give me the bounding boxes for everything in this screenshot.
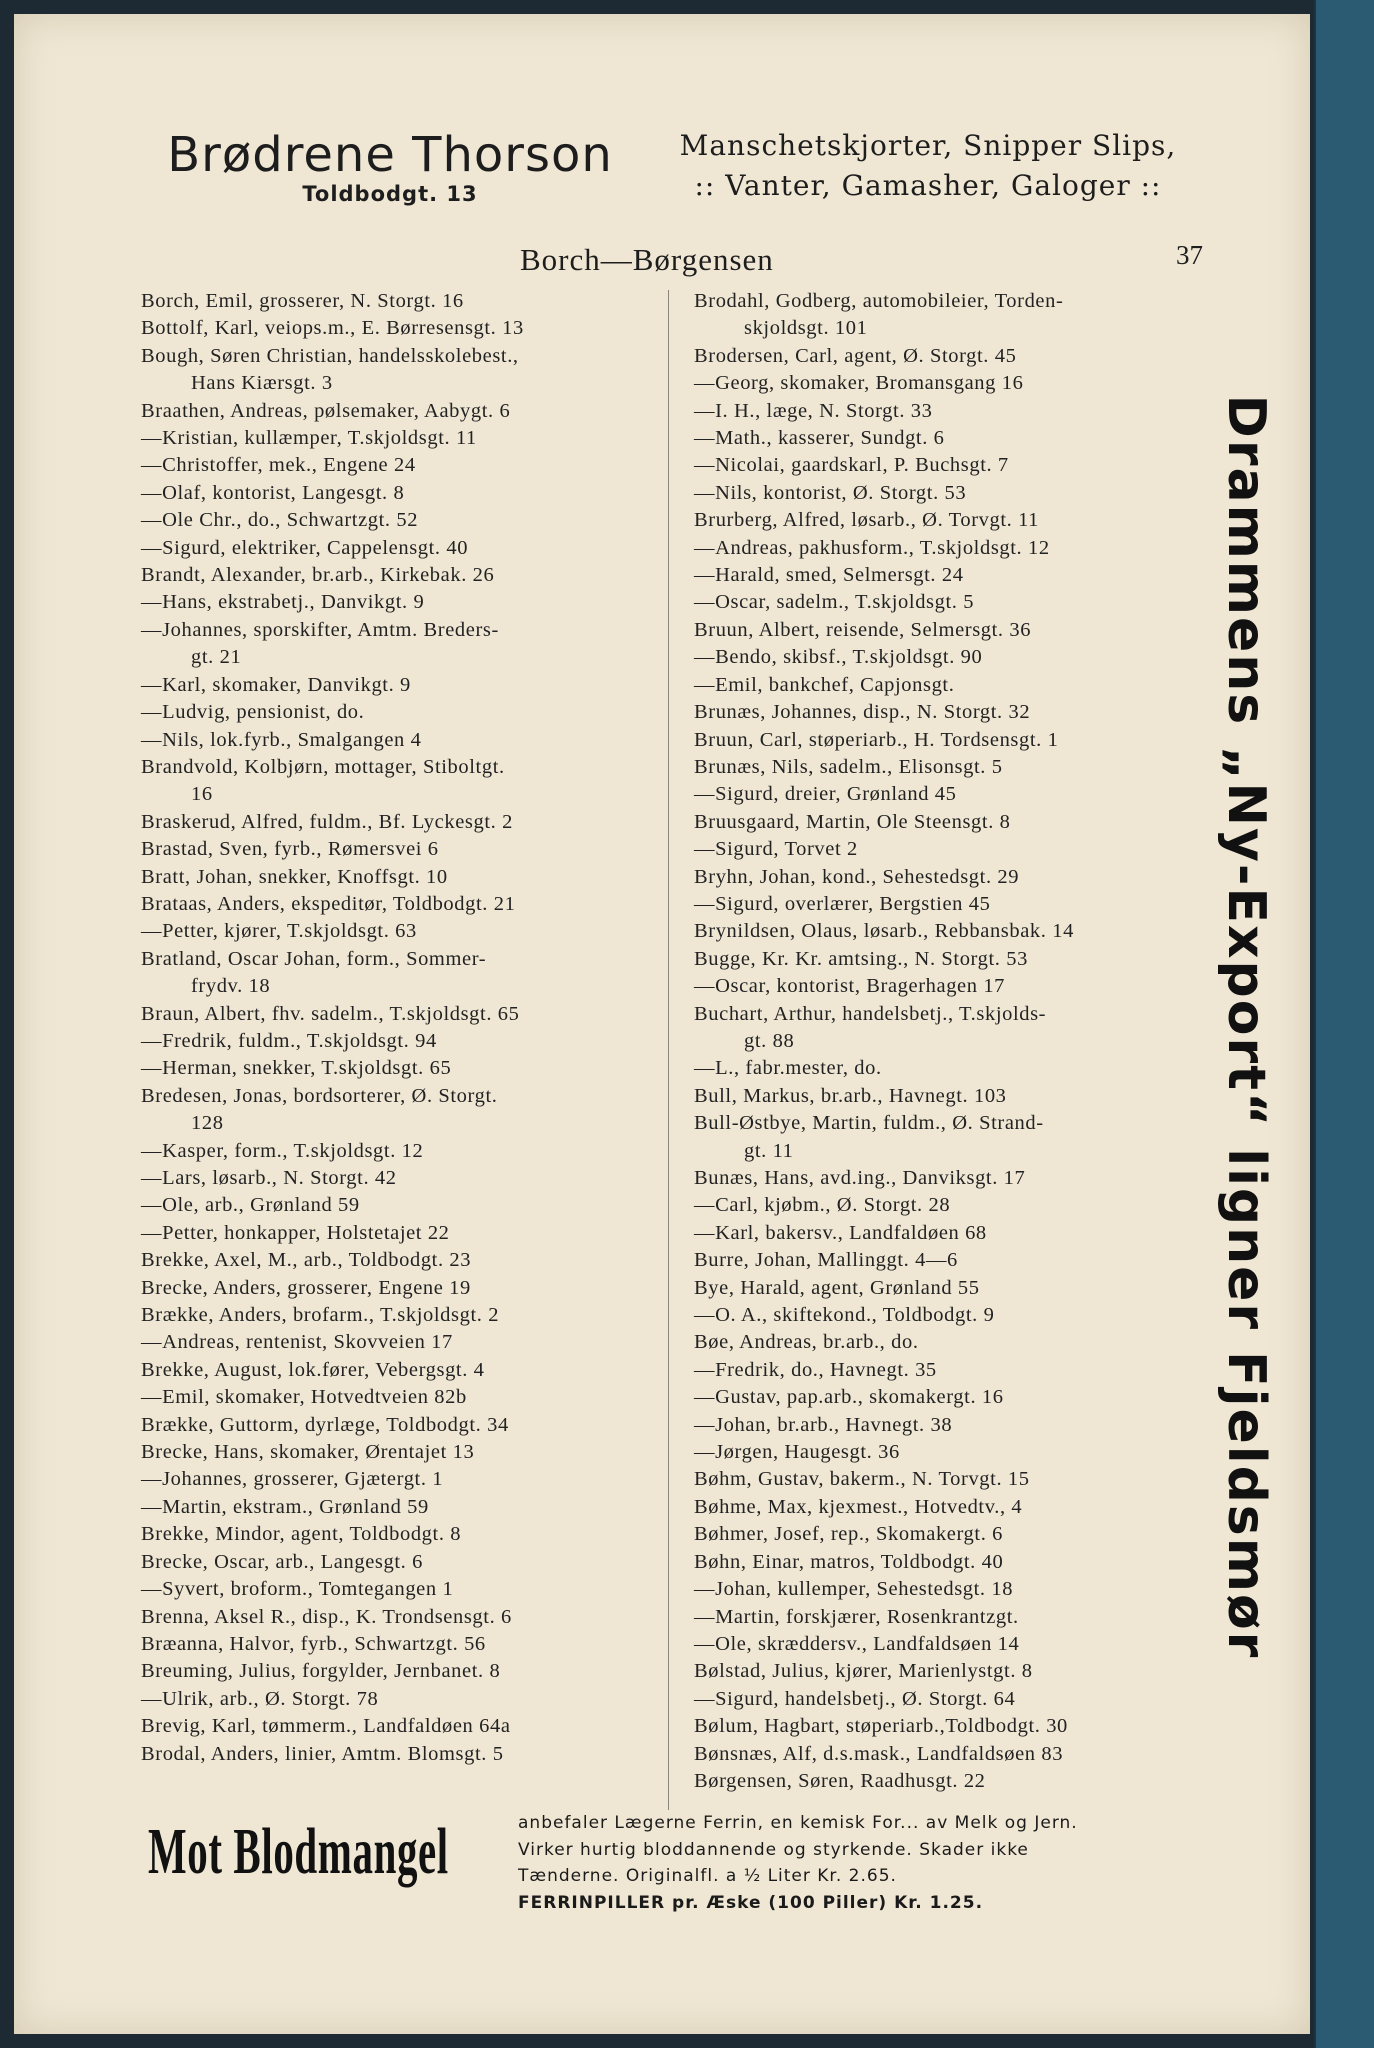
- directory-entry: —Oscar, kontorist, Bragerhagen 17: [694, 975, 1006, 998]
- directory-entry: —L., fabr.mester, do.: [694, 1057, 882, 1080]
- bottom-ad-line-3: Tænderne. Originalfl. a ½ Liter Kr. 2.65.: [518, 1866, 897, 1886]
- directory-entry: Brurberg, Alfred, løsarb., Ø. Torvgt. 11: [694, 509, 1040, 532]
- directory-entry: Brekke, Axel, M., arb., Toldbodgt. 23: [141, 1249, 472, 1272]
- directory-entry-continuation: skjoldsgt. 101: [744, 317, 868, 340]
- bottom-ad-headline: Mot Blodmangel: [148, 1815, 449, 1888]
- directory-entry: —Andreas, pakhusform., T.skjoldsgt. 12: [694, 536, 1050, 559]
- directory-entry: Bøhm, Gustav, bakerm., N. Torvgt. 15: [694, 1468, 1030, 1491]
- side-ad-text: Drammens „Ny-Export“ ligner Fjeldsmør: [1216, 394, 1276, 1660]
- directory-entry: —Petter, kjører, T.skjoldsgt. 63: [141, 920, 417, 943]
- directory-entry: Brandt, Alexander, br.arb., Kirkebak. 26: [141, 564, 495, 587]
- directory-entry: —Sigurd, handelsbetj., Ø. Storgt. 64: [694, 1687, 1016, 1710]
- directory-entry: Brekke, Mindor, agent, Toldbodgt. 8: [141, 1523, 462, 1546]
- directory-entry: —Johan, br.arb., Havnegt. 38: [694, 1413, 953, 1436]
- page-number: 37: [1176, 240, 1203, 270]
- directory-entry-continuation: Hans Kiærsgt. 3: [191, 372, 333, 395]
- directory-entry: Bøhn, Einar, matros, Toldbodgt. 40: [694, 1550, 1004, 1573]
- directory-entry: Bull, Markus, br.arb., Havnegt. 103: [694, 1084, 1007, 1107]
- directory-entry: Brekke, August, lok.fører, Vebergsgt. 4: [141, 1358, 485, 1381]
- directory-entry-continuation: 16: [191, 783, 213, 806]
- right-column: [694, 288, 1214, 1795]
- directory-entry: —Fredrik, do., Havnegt. 35: [694, 1358, 937, 1381]
- directory-entry: —Fredrik, fuldm., T.skjoldsgt. 94: [141, 1029, 437, 1052]
- directory-entry: Brodahl, Godberg, automobileier, Torden-: [694, 290, 1064, 312]
- directory-entry: Bræanna, Halvor, fyrb., Schwartzgt. 56: [141, 1632, 486, 1655]
- directory-entry: —Syvert, broform., Tomtegangen 1: [141, 1578, 454, 1601]
- directory-entry: Bønsnæs, Alf, d.s.mask., Landfaldsøen 83: [694, 1742, 1064, 1765]
- directory-entry: Braun, Albert, fhv. sadelm., T.skjoldsgt. 65: [141, 1002, 520, 1025]
- directory-entry: —Kristian, kullæmper, T.skjoldsgt. 11: [141, 427, 477, 450]
- directory-entry: —Kasper, form., T.skjoldsgt. 12: [141, 1139, 424, 1162]
- directory-entry: Bruun, Carl, støperiarb., H. Tordsensgt. 1: [694, 728, 1059, 751]
- directory-entry: —Ludvig, pensionist, do.: [141, 701, 365, 724]
- page-title: Borch—Børgensen: [520, 242, 774, 277]
- directory-entry: —Ulrik, arb., Ø. Storgt. 78: [141, 1687, 379, 1710]
- directory-entry: —Herman, snekker, T.skjoldsgt. 65: [141, 1057, 452, 1080]
- advertiser-address: Toldbodgt. 13: [302, 182, 478, 206]
- directory-entry: Bratland, Oscar Johan, form., Sommer-: [141, 947, 487, 970]
- directory-entry: —I. H., læge, N. Storgt. 33: [694, 399, 933, 422]
- directory-entry: —Emil, skomaker, Hotvedtveien 82b: [141, 1386, 467, 1409]
- directory-entry: Brække, Anders, brofarm., T.skjoldsgt. 2: [141, 1304, 500, 1327]
- directory-entry: —Olaf, kontorist, Langesgt. 8: [141, 481, 405, 504]
- directory-entry: —Johan, kullemper, Sehestedsgt. 18: [694, 1578, 1014, 1601]
- directory-entry: Brecke, Anders, grosserer, Engene 19: [141, 1276, 471, 1299]
- directory-entry: Brunæs, Nils, sadelm., Elisonsgt. 5: [694, 755, 1003, 778]
- directory-entry-continuation: gt. 88: [744, 1029, 795, 1052]
- directory-entry-continuation: gt. 21: [191, 646, 242, 669]
- top-left-advertisement: [150, 127, 630, 206]
- directory-entry: —Petter, honkapper, Holstetajet 22: [141, 1221, 450, 1244]
- bottom-advertisement: [148, 1810, 1228, 1920]
- directory-entry: —Gustav, pap.arb., skomakergt. 16: [694, 1386, 1004, 1409]
- directory-entry: Braathen, Andreas, pølsemaker, Aabygt. 6: [141, 399, 511, 422]
- directory-entry: —Jørgen, Haugesgt. 36: [694, 1441, 900, 1464]
- directory-entry: Brynildsen, Olaus, løsarb., Rebbansbak. 14: [694, 920, 1074, 943]
- directory-entry: —Oscar, sadelm., T.skjoldsgt. 5: [694, 591, 975, 614]
- directory-entry: Bøhmer, Josef, rep., Skomakergt. 6: [694, 1523, 1004, 1546]
- directory-entry-continuation: 128: [191, 1112, 224, 1135]
- directory-entry: —Karl, bakersv., Landfaldøen 68: [694, 1221, 987, 1244]
- bottom-ad-text: [518, 1810, 1078, 1916]
- directory-entry: —Math., kasserer, Sundgt. 6: [694, 427, 945, 450]
- directory-entry: —Johannes, sporskifter, Amtm. Breders-: [141, 618, 499, 641]
- directory-entry: —Bendo, skibsf., T.skjoldsgt. 90: [694, 646, 983, 669]
- directory-entry: Brunæs, Johannes, disp., N. Storgt. 32: [694, 701, 1031, 724]
- directory-entry: —Nils, lok.fyrb., Smalgangen 4: [141, 728, 422, 751]
- directory-entry: —Johannes, grosserer, Gjætergt. 1: [141, 1468, 444, 1491]
- directory-entry: —Emil, bankchef, Capjonsgt.: [694, 673, 955, 696]
- directory-entry: Brecke, Oscar, arb., Langesgt. 6: [141, 1550, 423, 1573]
- directory-entry: Bugge, Kr. Kr. amtsing., N. Storgt. 53: [694, 947, 1028, 970]
- directory-entry: Brække, Guttorm, dyrlæge, Toldbodgt. 34: [141, 1413, 509, 1436]
- directory-entry: —Ole, skræddersv., Landfaldsøen 14: [694, 1632, 1020, 1655]
- bottom-ad-line-2: Virker hurtig bloddannende og styrkende. Skader ikke: [518, 1839, 1029, 1860]
- directory-entry: Bruusgaard, Martin, Ole Steensgt. 8: [694, 810, 1011, 833]
- book-binding: [1314, 0, 1374, 2048]
- ad-line-2: :: Vanter, Gamasher, Galoger ::: [694, 169, 1162, 202]
- directory-entry-continuation: gt. 11: [744, 1139, 794, 1162]
- directory-entry: —Ole Chr., do., Schwartzgt. 52: [141, 509, 419, 532]
- directory-entry: Bruun, Albert, reisende, Selmersgt. 36: [694, 618, 1032, 641]
- top-right-advertisement: [668, 126, 1188, 206]
- directory-entry: Breuming, Julius, forgylder, Jernbanet. 8: [141, 1660, 501, 1683]
- side-advertisement: [1216, 262, 1276, 1792]
- directory-entry-continuation: frydv. 18: [191, 975, 271, 998]
- directory-entry: Brataas, Anders, ekspeditør, Toldbodgt. 21: [141, 892, 516, 915]
- directory-entry: Brevig, Karl, tømmerm., Landfaldøen 64a: [141, 1715, 511, 1738]
- directory-entry: Bredesen, Jonas, bordsorterer, Ø. Storgt.: [141, 1084, 498, 1107]
- bottom-ad-line-1: anbefaler Lægerne Ferrin, en kemisk For... av Melk og Jern.: [518, 1813, 1078, 1833]
- left-column: [141, 288, 654, 1768]
- directory-entry: Børgensen, Søren, Raadhusgt. 22: [694, 1769, 986, 1792]
- directory-entry: Brastad, Sven, fyrb., Rømersvei 6: [141, 838, 439, 861]
- directory-entry: Bull-Østbye, Martin, fuldm., Ø. Strand-: [694, 1112, 1044, 1135]
- directory-entry: —Martin, ekstram., Grønland 59: [141, 1495, 429, 1518]
- directory-entry: —Sigurd, elektriker, Cappelensgt. 40: [141, 536, 469, 559]
- directory-entry: Brenna, Aksel R., disp., K. Trondsensgt. 6: [141, 1605, 512, 1628]
- directory-entry: —Lars, løsarb., N. Storgt. 42: [141, 1167, 397, 1189]
- directory-entry: —Sigurd, overlærer, Bergstien 45: [694, 892, 991, 915]
- directory-entry: —Karl, skomaker, Danvikgt. 9: [141, 673, 411, 696]
- directory-entry: —Ole, arb., Grønland 59: [141, 1194, 360, 1217]
- directory-entry: Bøe, Andreas, br.arb., do.: [694, 1331, 919, 1354]
- directory-entry: Borch, Emil, grosserer, N. Storgt. 16: [141, 290, 464, 312]
- directory-entry: Buchart, Arthur, handelsbetj., T.skjolds-: [694, 1002, 1047, 1025]
- directory-entry: —Martin, forskjærer, Rosenkrantzgt.: [694, 1605, 1019, 1628]
- directory-entry: Brecke, Hans, skomaker, Ørentajet 13: [141, 1441, 475, 1464]
- directory-entry: —Sigurd, dreier, Grønland 45: [694, 783, 957, 806]
- directory-entry: Bye, Harald, agent, Grønland 55: [694, 1276, 980, 1299]
- column-divider: [668, 290, 669, 1810]
- directory-entry: Bølum, Hagbart, støperiarb.,Toldbodgt. 30: [694, 1715, 1068, 1738]
- directory-entry: Bottolf, Karl, veiops.m., E. Børresensgt. 13: [141, 317, 524, 340]
- directory-entry: Bøhme, Max, kjexmest., Hotvedtv., 4: [694, 1495, 1023, 1518]
- directory-entry: —Sigurd, Torvet 2: [694, 838, 858, 861]
- directory-entry: —Nils, kontorist, Ø. Storgt. 53: [694, 481, 967, 504]
- directory-entry: —Georg, skomaker, Bromansgang 16: [694, 372, 1024, 395]
- bottom-ad-line-4: FERRINPILLER pr. Æske (100 Piller) Kr. 1.25.: [518, 1892, 984, 1913]
- directory-entry: Bratt, Johan, snekker, Knoffsgt. 10: [141, 865, 448, 888]
- page-header: [140, 242, 1240, 282]
- directory-entry: —O. A., skiftekond., Toldbodgt. 9: [694, 1304, 995, 1327]
- directory-entry: Brandvold, Kolbjørn, mottager, Stiboltgt.: [141, 755, 505, 778]
- directory-entry: Braskerud, Alfred, fuldm., Bf. Lyckesgt. 2: [141, 810, 513, 833]
- directory-entry: Brodersen, Carl, agent, Ø. Storgt. 45: [694, 344, 1017, 367]
- directory-entry: —Harald, smed, Selmersgt. 24: [694, 564, 964, 587]
- advertiser-name: Brødrene Thorson: [167, 127, 613, 183]
- ad-line-1: Manschetskjorter, Snipper Slips,: [679, 129, 1177, 162]
- directory-entry: Bough, Søren Christian, handelsskolebest.,: [141, 344, 519, 367]
- directory-entry: Bryhn, Johan, kond., Sehestedsgt. 29: [694, 865, 1020, 888]
- directory-entry: Bunæs, Hans, avd.ing., Danviksgt. 17: [694, 1167, 1026, 1189]
- directory-entry: —Carl, kjøbm., Ø. Storgt. 28: [694, 1194, 951, 1217]
- directory-entry: —Andreas, rentenist, Skovveien 17: [141, 1331, 453, 1354]
- directory-entry: Bølstad, Julius, kjører, Marienlystgt. 8: [694, 1660, 1033, 1683]
- directory-entry: —Christoffer, mek., Engene 24: [141, 454, 416, 477]
- directory-entry: Burre, Johan, Mallinggt. 4—6: [694, 1249, 958, 1272]
- directory-entry: —Hans, ekstrabetj., Danvikgt. 9: [141, 591, 425, 614]
- directory-entry: —Nicolai, gaardskarl, P. Buchsgt. 7: [694, 454, 1009, 477]
- directory-entry: Brodal, Anders, linier, Amtm. Blomsgt. 5: [141, 1742, 504, 1765]
